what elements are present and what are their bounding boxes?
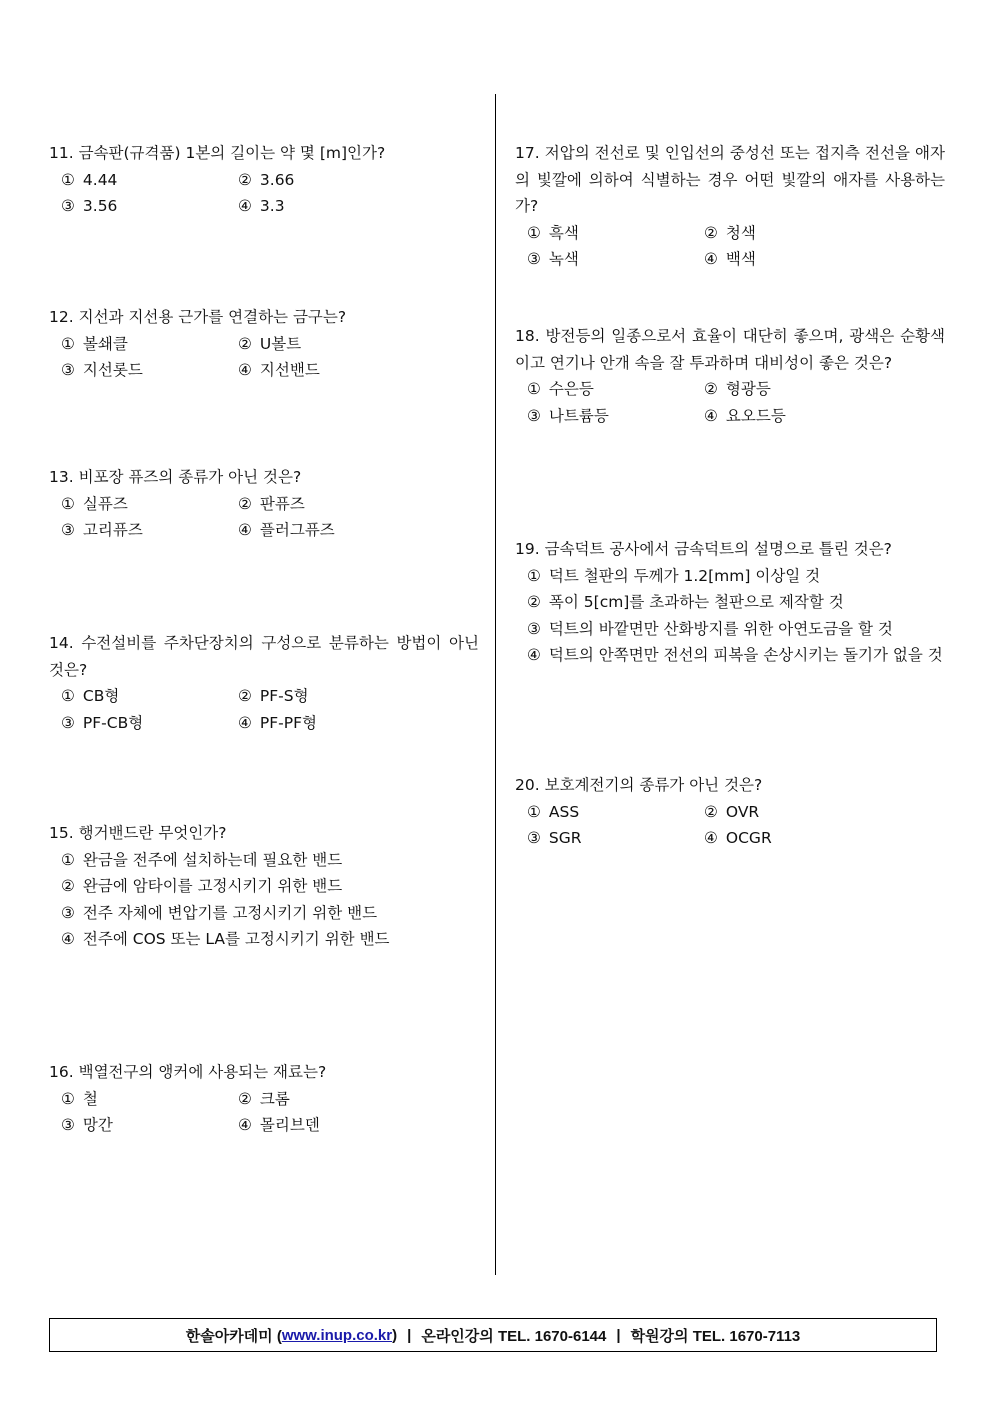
option-4[interactable]: ④ 지선밴드 <box>238 361 320 379</box>
option-1[interactable]: ① 실퓨즈 <box>61 494 128 513</box>
answer-options <box>527 376 945 429</box>
question-stem: 13. 비포장 퓨즈의 종류가 아닌 것은? <box>49 468 302 486</box>
question-stem: 15. 행거밴드란 무엇인가? <box>49 824 227 842</box>
option-3[interactable]: ③ 지선롯드 <box>61 361 143 379</box>
question-17 <box>515 140 945 273</box>
option-4[interactable]: ④ 덕트의 안쪽면만 전선의 피복을 손상시키는 돌기가 없을 것 <box>527 646 943 664</box>
option-3[interactable]: ③ PF-CB형 <box>61 713 144 732</box>
option-2[interactable]: ② 크롬 <box>238 1089 290 1108</box>
option-1[interactable]: ① 4.44 <box>61 170 118 189</box>
option-2[interactable]: ② 폭이 5[cm]를 초과하는 철판으로 제작할 것 <box>527 593 844 611</box>
option-2[interactable]: ② 판퓨즈 <box>238 494 305 513</box>
question-stem: 14. 수전설비를 주차단장치의 구성으로 분류하는 방법이 아닌 것은? <box>49 634 479 679</box>
option-1[interactable]: ① 철 <box>61 1089 98 1108</box>
option-4[interactable]: ④ 플러그퓨즈 <box>238 521 335 539</box>
option-3[interactable]: ③ 고리퓨즈 <box>61 521 143 539</box>
academy-close: ) <box>392 1326 398 1344</box>
option-4[interactable]: ④ 전주에 COS 또는 LA를 고정시키기 위한 밴드 <box>61 930 390 948</box>
option-2[interactable]: ② OVR <box>704 802 760 821</box>
answer-options <box>61 167 479 220</box>
option-4[interactable]: ④ PF-PF형 <box>238 713 317 732</box>
option-2[interactable]: ② PF-S형 <box>238 687 309 705</box>
answer-options <box>61 847 479 953</box>
option-1[interactable]: ① 흑색 <box>527 223 579 242</box>
question-stem: 17. 저압의 전선로 및 인입선의 중성선 또는 접지측 전선을 애자의 빛깔에 의하여 식별하는 경우 어떤 빛깔의 애자를 사용하는가? <box>515 144 945 215</box>
online-phone: 온라인강의 TEL. 1670-6144 <box>421 1327 607 1345</box>
question-14 <box>49 630 479 736</box>
option-1[interactable]: ① 완금을 전주에 설치하는데 필요한 밴드 <box>61 850 343 869</box>
option-2[interactable]: ② 3.66 <box>238 170 295 189</box>
option-4[interactable]: ④ 3.3 <box>238 197 285 215</box>
footer-separator: | <box>407 1326 412 1344</box>
answer-options <box>61 331 479 384</box>
answer-options <box>61 683 479 736</box>
question-19 <box>515 536 945 669</box>
question-stem: 18. 방전등의 일종으로서 효율이 대단히 좋으며, 광색은 순황색이고 연기나 안개 속을 잘 투과하며 대비성이 좋은 것은? <box>515 327 945 372</box>
option-3[interactable]: ③ 나트륨등 <box>527 406 609 425</box>
option-3[interactable]: ③ 녹색 <box>527 250 579 268</box>
option-4[interactable]: ④ 요오드등 <box>704 406 786 425</box>
question-16 <box>49 1059 479 1139</box>
option-1[interactable]: ① 볼쇄클 <box>61 334 128 353</box>
option-4[interactable]: ④ OCGR <box>704 829 772 847</box>
answer-options <box>527 799 945 852</box>
question-stem: 12. 지선과 지선용 근가를 연결하는 금구는? <box>49 308 347 326</box>
option-3[interactable]: ③ 3.56 <box>61 197 118 215</box>
option-4[interactable]: ④ 백색 <box>704 250 756 268</box>
option-3[interactable]: ③ 망간 <box>61 1116 113 1134</box>
option-3[interactable]: ③ SGR <box>527 829 582 847</box>
question-11 <box>49 140 479 220</box>
question-stem: 19. 금속덕트 공사에서 금속덕트의 설명으로 틀린 것은? <box>515 540 892 558</box>
question-stem: 16. 백열전구의 앵커에 사용되는 재료는? <box>49 1063 327 1081</box>
academy-name: 한솔아카데미 ( <box>185 1327 282 1345</box>
offline-phone: 학원강의 TEL. 1670-7113 <box>630 1327 801 1345</box>
footer-banner <box>49 1318 937 1352</box>
answer-options <box>61 491 479 544</box>
option-2[interactable]: ② 청색 <box>704 223 756 242</box>
footer-separator: | <box>616 1326 621 1344</box>
column-divider <box>495 94 496 1275</box>
answer-options <box>61 1086 479 1139</box>
option-1[interactable]: ① 덕트 철판의 두께가 1.2[mm] 이상일 것 <box>527 566 821 585</box>
question-stem: 20. 보호계전기의 종류가 아닌 것은? <box>515 776 763 794</box>
answer-options <box>527 220 945 273</box>
option-1[interactable]: ① ASS <box>527 802 580 821</box>
option-3[interactable]: ③ 전주 자체에 변압기를 고정시키기 위한 밴드 <box>61 903 378 922</box>
question-18 <box>515 323 945 429</box>
option-2[interactable]: ② 형광등 <box>704 380 771 398</box>
option-1[interactable]: ① CB형 <box>61 687 120 705</box>
question-12 <box>49 304 479 384</box>
option-1[interactable]: ① 수은등 <box>527 380 594 398</box>
option-3[interactable]: ③ 덕트의 바깥면만 산화방지를 위한 아연도금을 할 것 <box>527 619 893 638</box>
question-20 <box>515 772 945 852</box>
option-4[interactable]: ④ 몰리브덴 <box>238 1116 320 1134</box>
question-15 <box>49 820 479 953</box>
question-13 <box>49 464 479 544</box>
answer-options <box>527 563 945 669</box>
question-stem: 11. 금속판(규격품) 1본의 길이는 약 몇 [m]인가? <box>49 144 386 162</box>
option-2[interactable]: ② 완금에 암타이를 고정시키기 위한 밴드 <box>61 877 343 895</box>
option-2[interactable]: ② U볼트 <box>238 334 302 353</box>
website-link[interactable]: www.inup.co.kr <box>281 1326 393 1344</box>
